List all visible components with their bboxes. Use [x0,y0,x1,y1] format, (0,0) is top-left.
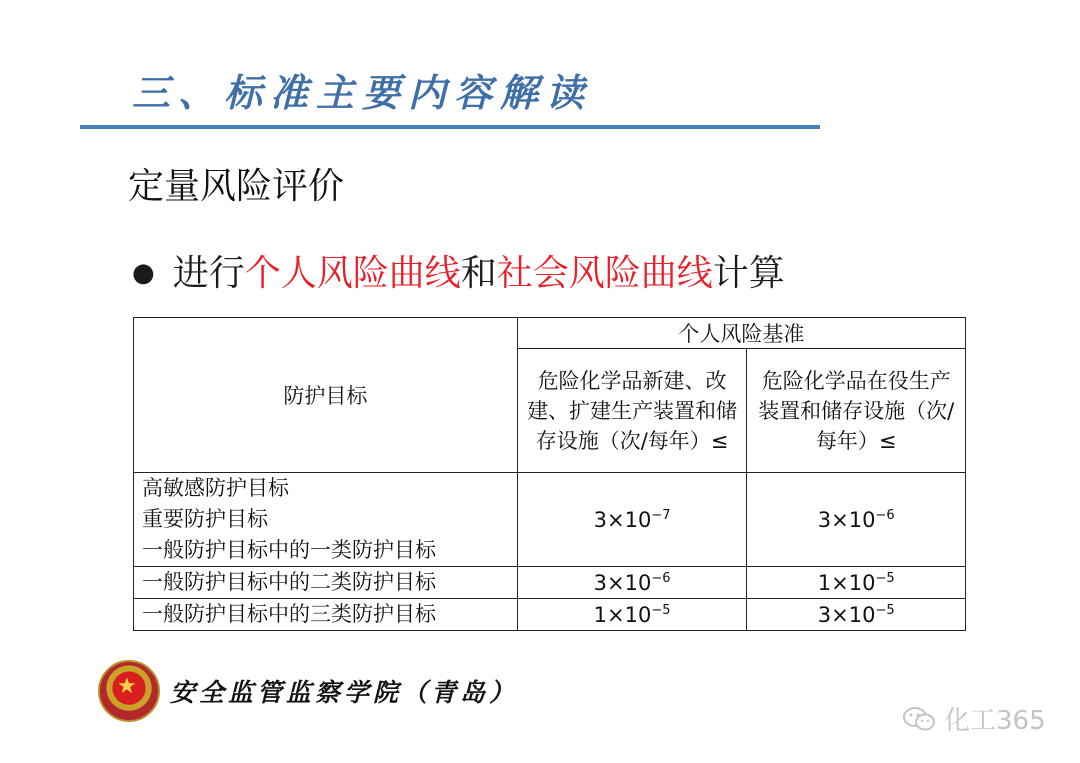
target-cell [134,599,518,631]
section-subtitle: 定量风险评价 [128,166,345,207]
watermark-text: 化工365 [944,706,1046,736]
risk-value-existing [747,473,966,567]
target-line: 一般防护目标中的三类防护目标 [142,602,436,626]
value-exponent: −5 [875,602,895,618]
table-row [134,473,966,567]
institution-name: 安全监管监察学院（青岛） [170,678,519,707]
title-divider [80,125,820,129]
value-exponent: −5 [651,602,671,618]
bullet-suffix: 计算 [712,253,785,294]
value-base: 1×10 [817,570,876,595]
risk-value-new [517,473,747,567]
value-exponent: −7 [651,507,671,523]
risk-value-new [517,599,747,631]
bullet-dot-icon: ● [132,258,155,288]
watermark [902,700,1046,737]
risk-criteria-table [133,317,966,631]
bullet-conj: 和 [460,253,497,294]
risk-value-existing [747,567,966,599]
header-new-facilities: 危险化学品新建、改建、扩建生产装置和储存设施（次/每年）≤ [517,349,747,473]
value-base: 3×10 [817,602,876,627]
target-line: 一般防护目标中的二类防护目标 [142,570,436,594]
target-cell [134,473,518,567]
header-protection-target: 防护目标 [134,318,518,473]
table-row [134,599,966,631]
target-cell [134,567,518,599]
target-line: 一般防护目标中的一类防护目标 [142,538,436,562]
value-exponent: −6 [651,570,671,586]
value-base: 3×10 [817,507,876,532]
risk-value-new [517,567,747,599]
value-base: 3×10 [593,507,652,532]
risk-value-existing [747,599,966,631]
bullet-prefix: 进行 [172,253,245,294]
bullet-term-social-risk: 社会风险曲线 [496,253,713,294]
value-base: 3×10 [593,570,652,595]
value-base: 1×10 [593,602,652,627]
header-existing-facilities: 危险化学品在役生产装置和储存设施（次/每年）≤ [747,349,966,473]
slide-title: 三、标准主要内容解读 [132,70,593,115]
value-exponent: −5 [875,570,895,586]
target-line: 高敏感防护目标 [142,476,289,500]
bullet-term-individual-risk: 个人风险曲线 [244,253,461,294]
table-row [134,567,966,599]
value-exponent: −6 [875,507,895,523]
target-line: 重要防护目标 [142,507,268,531]
footer [98,660,518,722]
national-emblem-icon [98,660,160,722]
header-individual-risk: 个人风险基准 [517,318,965,349]
wechat-icon [902,705,936,733]
bullet-item [132,245,785,296]
